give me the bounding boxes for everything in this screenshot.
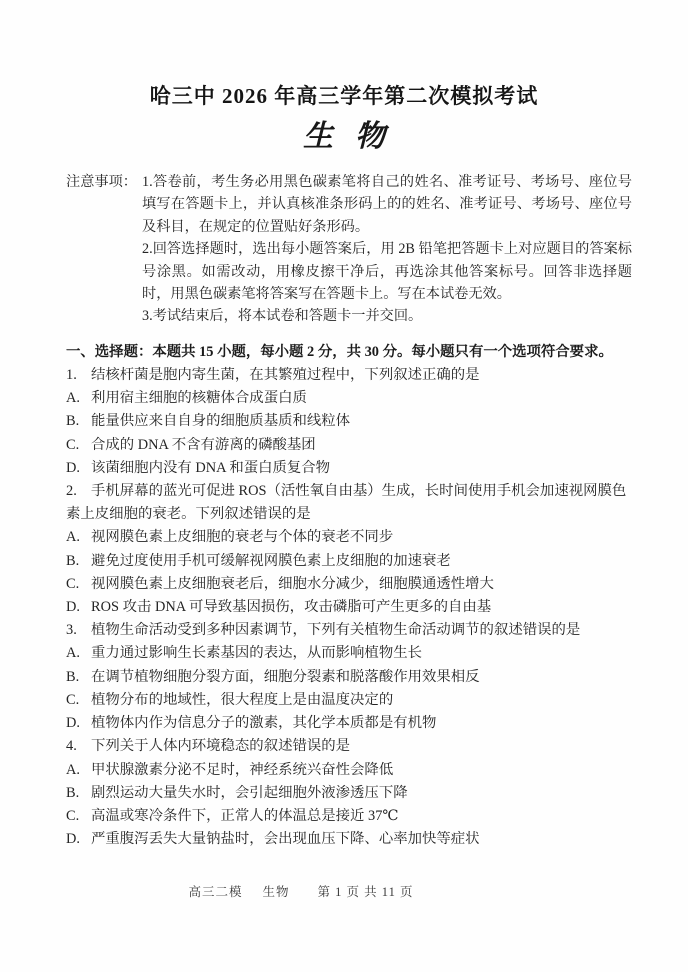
question-1-stem — [66, 364, 632, 387]
option-text: 植物体内作为信息分子的激素，其化学本质都是有机物 — [91, 715, 437, 732]
notice-item-2: 2.回答选择题时，选出每小题答案后，用 2B 铅笔把答题卡上对应题目的答案标号涂黑。如需改动，用橡皮擦干净后，再选涂其他答案标号。回答非选择题时，用黑色碳素笔将答案写在答题卡上。写在本试卷无效。 — [142, 241, 632, 303]
question-2-option-a — [66, 526, 632, 549]
question-4-option-c — [66, 805, 632, 828]
footer-exam-name: 高三二模 — [188, 885, 243, 899]
notice-label: 注意事项： — [66, 174, 137, 190]
page-footer — [0, 882, 688, 900]
option-label: B. — [66, 552, 80, 569]
option-text: 在调节植物细胞分裂方面，细胞分裂素和脱落酸作用效果相反 — [91, 668, 480, 685]
question-3-option-d — [66, 712, 632, 735]
option-text: 合成的 DNA 不含有游离的磷酸基团 — [91, 436, 316, 453]
option-text: 视网膜色素上皮细胞的衰老与个体的衰老不同步 — [91, 529, 394, 546]
question-2-option-d — [66, 596, 632, 619]
option-text: 该菌细胞内没有 DNA 和蛋白质复合物 — [91, 459, 331, 476]
question-4-stem — [66, 735, 632, 758]
question-1-option-c — [66, 434, 632, 457]
notice-item-1: 1.答卷前，考生务必用黑色碳素笔将自己的姓名、准考证号、考场号、座位号填写在答题卡上，并认真核准条形码上的的姓名、准考证号、考场号、座位号及科目，在规定的位置贴好条形码。 — [142, 174, 632, 235]
question-2-option-b — [66, 550, 632, 573]
question-1-number: 1. — [66, 367, 77, 384]
option-label: D. — [66, 459, 80, 476]
question-4-option-b — [66, 782, 632, 805]
footer-page-number: 第 1 页 共 11 页 — [317, 885, 414, 899]
option-label: C. — [66, 575, 80, 592]
question-4-stem-text: 下列关于人体内环境稳态的叙述错误的是 — [91, 738, 351, 755]
option-label: D. — [66, 715, 80, 732]
option-text: 能量供应来自自身的细胞质基质和线粒体 — [91, 413, 351, 430]
question-1-option-b — [66, 410, 632, 433]
question-2-stem — [66, 480, 632, 526]
question-4 — [66, 735, 632, 851]
option-text: 视网膜色素上皮细胞衰老后，细胞水分减少，细胞膜通透性增大 — [91, 575, 494, 592]
option-text: ROS 攻击 DNA 可导致基因损伤，攻击磷脂可产生更多的自由基 — [91, 599, 492, 616]
option-label: B. — [66, 668, 80, 685]
option-label: C. — [66, 807, 80, 824]
question-3 — [66, 619, 632, 735]
option-label: A. — [66, 529, 80, 546]
question-2 — [66, 480, 632, 619]
paper-subject-text: 生物 — [303, 120, 407, 153]
option-label: C. — [66, 691, 80, 708]
question-3-option-b — [66, 666, 632, 689]
option-text: 甲状腺激素分泌不足时，神经系统兴奋性会降低 — [91, 761, 394, 778]
question-3-number: 3. — [66, 622, 77, 639]
option-text: 高温或寒冷条件下，正常人的体温总是接近 37℃ — [91, 807, 399, 824]
option-text: 利用宿主细胞的核糖体合成蛋白质 — [91, 390, 307, 407]
option-label: B. — [66, 413, 80, 430]
option-label: C. — [66, 436, 80, 453]
paper-subject — [0, 117, 688, 157]
option-label: B. — [66, 784, 80, 801]
notice-items — [142, 171, 632, 328]
footer-subject: 生物 — [262, 885, 290, 899]
question-3-stem-text: 植物生命活动受到多种因素调节，下列有关植物生命活动调节的叙述错误的是 — [91, 622, 581, 639]
question-4-option-d — [66, 828, 632, 851]
question-list — [66, 364, 632, 851]
option-text: 植物分布的地域性，很大程度上是由温度决定的 — [91, 691, 394, 708]
option-label: A. — [66, 390, 80, 407]
option-text: 避免过度使用手机可缓解视网膜色素上皮细胞的加速衰老 — [91, 552, 451, 569]
exam-notice — [66, 171, 632, 328]
question-4-option-a — [66, 759, 632, 782]
question-1-option-d — [66, 457, 632, 480]
section-heading: 一、选择题：本题共 15 小题，每小题 2 分，共 30 分。每小题只有一个选项符合要求。 — [66, 343, 613, 360]
question-3-option-a — [66, 642, 632, 665]
question-4-number: 4. — [66, 738, 77, 755]
notice-item-3: 3.考试结束后，将本试卷和答题卡一并交回。 — [142, 308, 423, 325]
question-2-number: 2. — [66, 483, 77, 500]
question-1 — [66, 364, 632, 480]
paper-header — [0, 0, 688, 157]
option-label: D. — [66, 831, 80, 848]
option-label: A. — [66, 761, 80, 778]
option-text: 重力通过影响生长素基因的表达，从而影响植物生长 — [91, 645, 422, 662]
option-text: 严重腹泻丢失大量钠盐时，会出现血压下降、心率加快等症状 — [91, 831, 480, 848]
question-2-option-c — [66, 573, 632, 596]
question-1-option-a — [66, 387, 632, 410]
option-text: 剧烈运动大量失水时，会引起细胞外液渗透压下降 — [91, 784, 408, 801]
question-2-stem-text: 手机屏幕的蓝光可促进 ROS（活性氧自由基）生成，长时间使用手机会加速视网膜色素上皮细胞的衰老。下列叙述错误的是 — [66, 483, 627, 523]
question-3-stem — [66, 619, 632, 642]
question-1-stem-text: 结核杆菌是胞内寄生菌，在其繁殖过程中，下列叙述正确的是 — [91, 367, 480, 384]
paper-title: 哈三中 2026 年高三学年第二次模拟考试 — [149, 84, 539, 108]
option-label: A. — [66, 645, 80, 662]
question-3-option-c — [66, 689, 632, 712]
option-label: D. — [66, 599, 80, 616]
